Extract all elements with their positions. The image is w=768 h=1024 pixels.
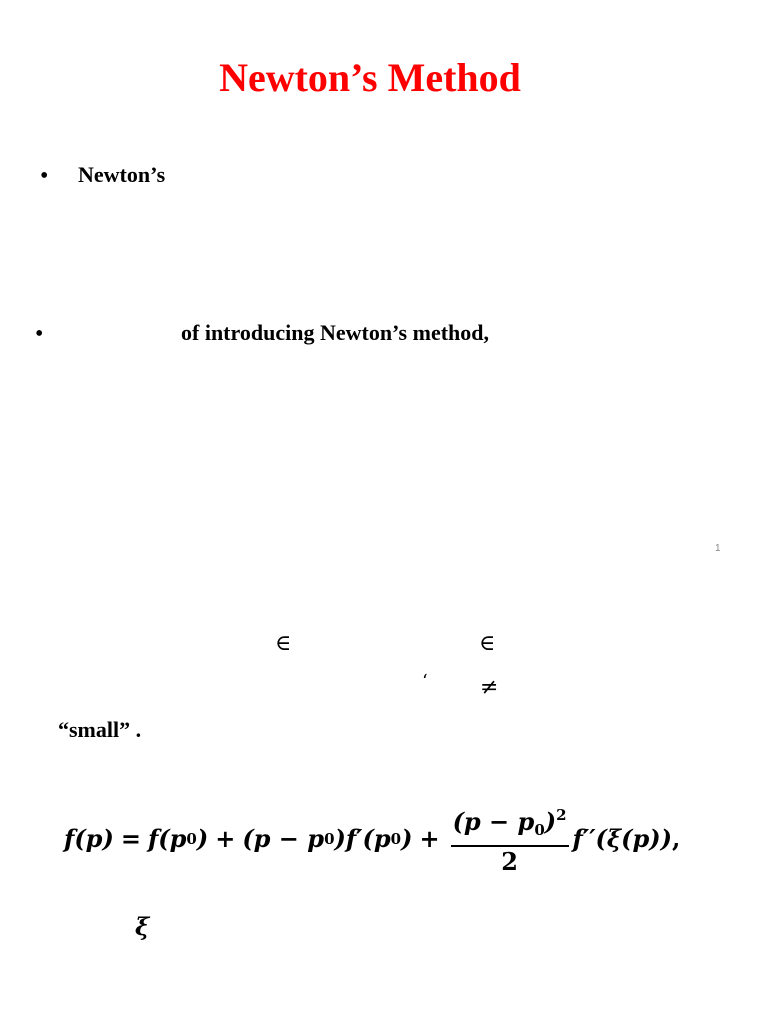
xi-symbol: ξ [135, 912, 150, 941]
element-of-symbol: ∈ [275, 631, 292, 656]
formula-term: ) [196, 823, 209, 853]
formula-term: )f′(p [334, 823, 391, 853]
page-number: 1 [715, 543, 721, 554]
formula-term: (p − p [242, 823, 325, 853]
trailing-comma: , [671, 823, 681, 853]
taylor-formula [64, 800, 680, 877]
not-equal-symbol: ≠ [480, 675, 499, 700]
subscript: 0 [186, 829, 197, 848]
fraction-denominator: 2 [501, 847, 518, 876]
equals-sign: = [120, 823, 141, 853]
subscript: 0 [324, 829, 335, 848]
formula-term: (p − p [452, 807, 535, 836]
plus-sign: + [215, 823, 236, 853]
bullet-text: Newton’s [78, 162, 166, 187]
formula-term: ) [544, 807, 557, 836]
page-title: Newton’s Method [219, 55, 521, 100]
formula-term: f(p [147, 823, 187, 853]
subscript: 0 [534, 821, 545, 839]
tick-mark: ‘ [422, 671, 428, 692]
subscript: 0 [390, 829, 402, 848]
fraction [451, 800, 569, 877]
bullet-text: of introducing Newton’s method, [181, 320, 490, 345]
superscript: 2 [556, 806, 567, 824]
plus-sign: + [419, 823, 440, 853]
element-of-symbol: ∈ [479, 631, 496, 656]
small-text: “small” . [58, 717, 142, 742]
bullet-marker: • [40, 163, 49, 189]
fraction-numerator [451, 800, 569, 845]
bullet-marker: • [35, 321, 44, 347]
formula-term: ) [401, 823, 413, 853]
formula-lhs: f(p) [64, 823, 114, 853]
formula-term: f′′(ξ(p)) [572, 823, 672, 853]
